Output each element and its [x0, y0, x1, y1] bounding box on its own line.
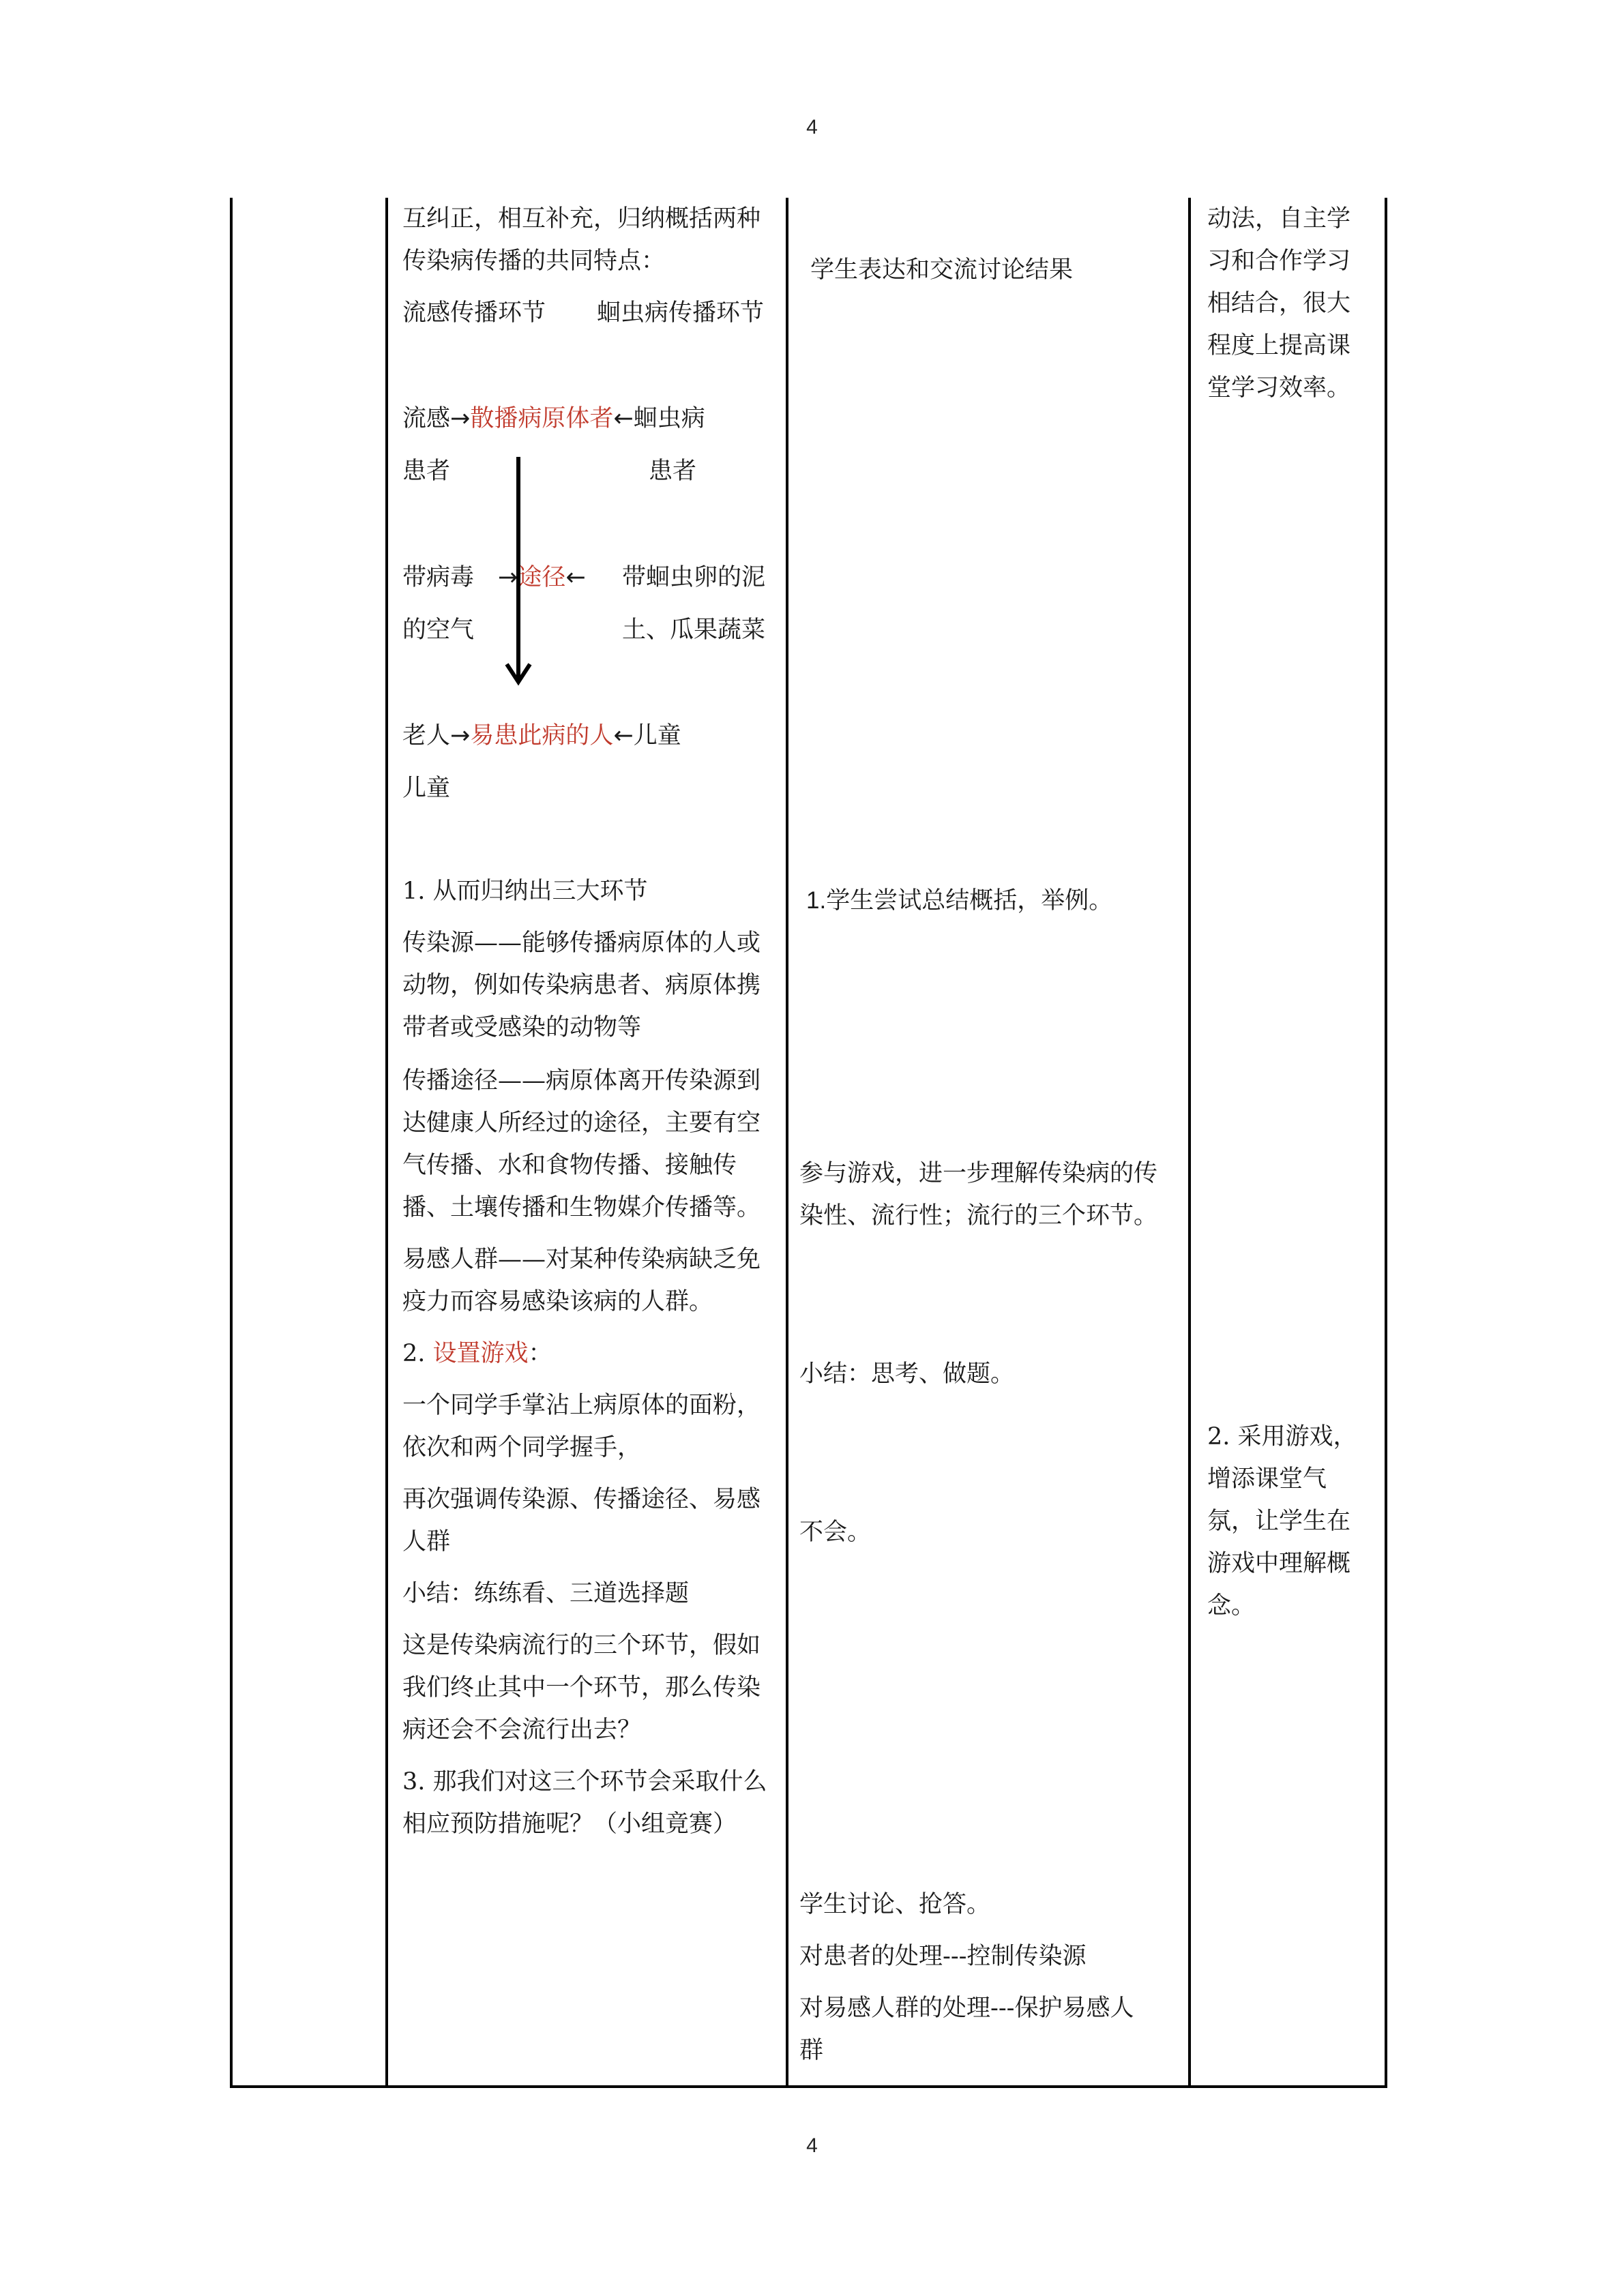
- method-text: 动法，自主学: [1207, 205, 1351, 233]
- diagram-label: 儿童: [402, 775, 451, 802]
- route-text: 达健康人所经过的途径，主要有空: [402, 1109, 761, 1137]
- diagram-label: 的空气: [402, 616, 475, 644]
- game-participation-text: 参与游戏，进一步理解传染病的传: [799, 1160, 1158, 1187]
- table-divider-2: [786, 198, 788, 2088]
- diagram-label: 带蛔虫卵的泥: [622, 564, 766, 591]
- diagram-row-route: →途径←: [498, 564, 586, 591]
- route-text: 播、土壤传播和生物媒介传播等。: [402, 1194, 761, 1221]
- prevention-text: 相应预防措施呢？（小组竟赛）: [402, 1810, 737, 1838]
- flu-header: 流感传播环节: [402, 299, 546, 327]
- table-divider-1: [385, 198, 388, 2088]
- game-text: 依次和两个同学握手，: [402, 1434, 642, 1461]
- question-text: 病还会不会流行出去？: [402, 1716, 642, 1744]
- game-intent-text: 2. 采用游戏，: [1207, 1423, 1357, 1450]
- susceptible-text: 疫力而容易感染该病的人群。: [402, 1288, 713, 1315]
- left-arrow-icon: ←: [613, 722, 634, 749]
- question-text: 这是传染病流行的三个环节，假如: [402, 1632, 761, 1659]
- table-border-right: [1385, 198, 1387, 2088]
- intro-line: 互纠正，相互补充，归纳概括两种: [402, 205, 761, 233]
- try-text: 1.学生尝试总结概括，举例。: [806, 887, 1113, 914]
- game-intent-text: 增添课堂气: [1207, 1465, 1327, 1493]
- diagram-label: 患者: [402, 458, 451, 485]
- page-number-top: 4: [806, 116, 818, 138]
- question-text: 我们终止其中一个环节，那么传染: [402, 1674, 761, 1701]
- summary-title: 1. 从而归纳出三大环节: [402, 878, 648, 905]
- right-arrow-icon: →: [450, 405, 471, 432]
- down-arrow-icon: [505, 457, 532, 689]
- table-border-bottom: [230, 2085, 1387, 2088]
- game-text: 一个同学手掌沾上病原体的面粉，: [402, 1392, 761, 1419]
- right-arrow-icon: →: [498, 564, 518, 591]
- method-text: 堂学习效率。: [1207, 374, 1351, 402]
- diagram-row-source: 流感→散播病原体者←蛔虫病: [402, 405, 705, 432]
- table-border-left: [230, 198, 233, 2088]
- student-summary-text: 小结：思考、做题。: [799, 1360, 1015, 1388]
- intro-line: 传染病传播的共同特点：: [402, 248, 666, 275]
- express-text: 学生表达和交流讨论结果: [810, 256, 1074, 284]
- game-text: 再次强调传染源、传播途径、易感: [402, 1486, 761, 1513]
- game-intent-text: 氛，让学生在: [1207, 1508, 1351, 1535]
- page-number-bottom: 4: [806, 2134, 818, 2157]
- game-intent-text: 念。: [1207, 1592, 1256, 1620]
- summary-text: 小结：练练看、三道选择题: [402, 1580, 690, 1607]
- ascaris-header: 蛔虫病传播环节: [597, 299, 765, 327]
- right-arrow-icon: →: [450, 722, 471, 749]
- diagram-label: 土、瓜果蔬菜: [622, 616, 766, 644]
- susceptible-handling-text: 对易感人群的处理---保护易感人: [799, 1995, 1134, 2022]
- diagram-label: 患者: [649, 458, 697, 485]
- source-text: 动物，例如传染病患者、病原体携: [402, 972, 761, 999]
- game-intent-text: 游戏中理解概: [1207, 1550, 1351, 1577]
- diagram-label: 带病毒: [402, 564, 475, 591]
- susceptible-text: 易感人群——对某种传染病缺乏免: [402, 1246, 761, 1273]
- patient-handling-text: 对患者的处理---控制传染源: [799, 1943, 1087, 1970]
- answer-text: 不会。: [799, 1519, 872, 1546]
- left-arrow-icon: ←: [565, 564, 586, 591]
- source-text: 传染源——能够传播病原体的人或: [402, 929, 761, 957]
- source-text: 带者或受感染的动物等: [402, 1014, 642, 1041]
- prevention-text: 3. 那我们对这三个环节会采取什么: [402, 1768, 767, 1795]
- susceptible-handling-text: 群: [799, 2037, 824, 2064]
- method-text: 习和合作学习: [1207, 248, 1351, 275]
- game-participation-text: 染性、流行性；流行的三个环节。: [799, 1202, 1158, 1229]
- route-text: 气传播、水和食物传播、接触传: [402, 1152, 737, 1179]
- diagram-row-susceptible: 老人→易患此病的人←儿童: [402, 722, 681, 749]
- method-text: 相结合，很大: [1207, 290, 1351, 317]
- game-title: 2. 设置游戏：: [402, 1340, 552, 1367]
- table-divider-3: [1188, 198, 1191, 2088]
- discussion-text: 学生讨论、抢答。: [799, 1891, 991, 1918]
- game-text: 人群: [402, 1528, 451, 1555]
- route-text: 传播途径——病原体离开传染源到: [402, 1067, 761, 1094]
- left-arrow-icon: ←: [613, 405, 634, 432]
- method-text: 程度上提高课: [1207, 332, 1351, 359]
